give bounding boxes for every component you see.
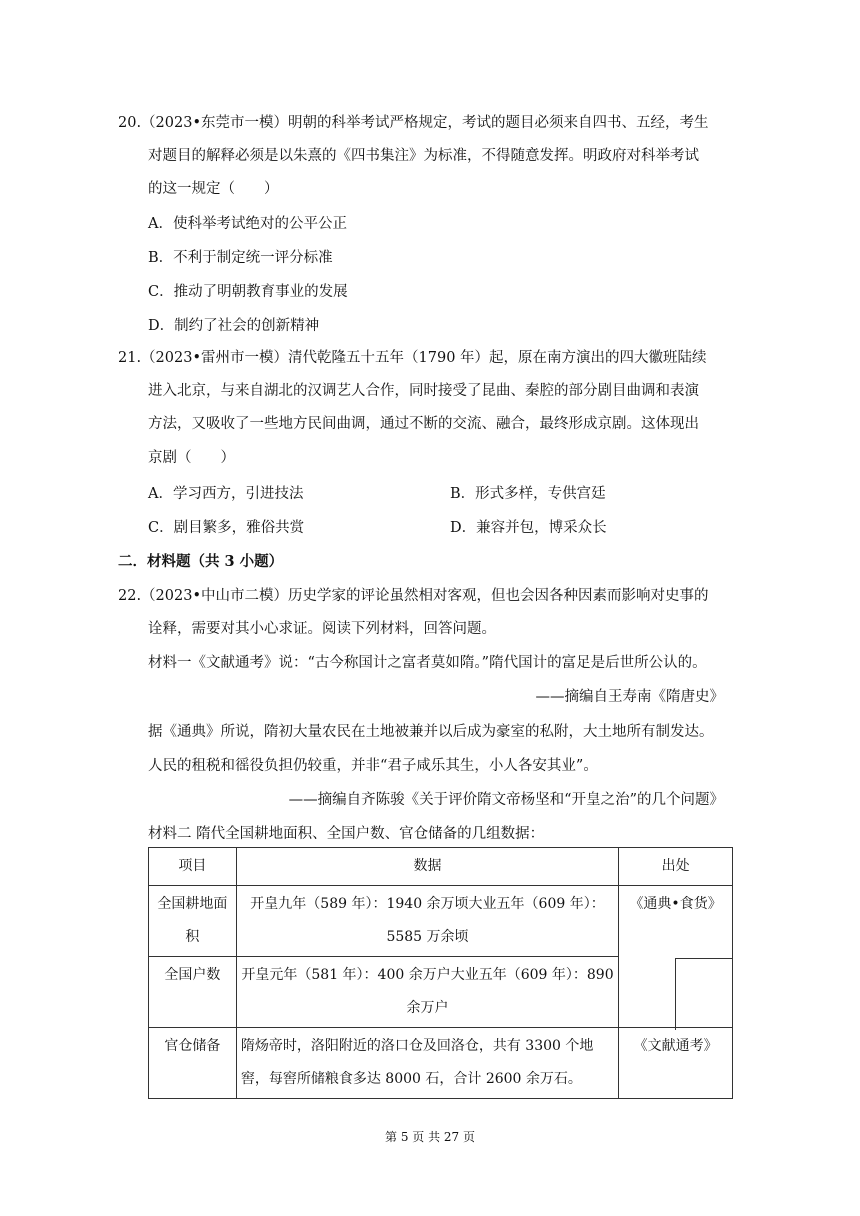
q20-option-b: B．不利于制定统一评分标准 [148,250,333,266]
q21-line2: 进入北京，与来自湖北的汉调艺人合作，同时接受了昆曲、秦腔的部分剧目曲调和表演 [148,383,699,399]
table-cell-data: 隋炀帝时，洛阳附近的洛口仓及回洛仓，共有 3300 个地窖，每窖所储粮食多达 8000 石，合计 2600 余万石。 [236,1028,618,1099]
material1b-line1: 据《通典》所说，隋初大量农民在土地被兼并以后成为豪室的私附，大土地所有制发达。 [148,724,714,740]
material1-text: 材料一《文献通考》说：“古今称国计之富者莫如隋。”隋代国计的富足是后世所公认的。 [148,655,707,671]
table-header-row [149,848,733,886]
section-heading: 二．材料题（共 3 小题） [118,553,284,570]
q22-line2: 诠释，需要对其小心求证。阅读下列材料，回答问题。 [148,621,496,637]
q22-line1: 22.（2023•中山市二模）历史学家的评论虽然相对客观，但也会因各种因素而影响对史事的 [118,588,709,604]
table-inner-box [675,958,733,1030]
q21-option-c: C．剧目繁多，雅俗共赏 [148,520,305,536]
material1b-source: ——摘编自齐陈骏《关于评价隋文帝杨坚和“开皇之治”的几个问题》 [288,792,724,808]
table-cell-item: 官仓储备 [149,1028,237,1099]
q21-line3: 方法，又吸收了一些地方民间曲调，通过不断的交流、融合，最终形成京剧。这体现出 [148,416,699,432]
table-cell-item: 全国耕地面积 [149,886,237,957]
table-cell-source: 《文献通考》 [619,1028,733,1099]
table-row [149,886,733,957]
q20-option-d: D．制约了社会的创新精神 [148,318,320,334]
q21-option-b: B．形式多样，专供宫廷 [450,486,606,502]
material1-source: ——摘编自王寿南《隋唐史》 [535,689,724,705]
table-header-data: 数据 [236,848,618,886]
q21-option-a: A．学习西方，引进技法 [148,486,304,502]
page-footer: 第 5 页 共 27 页 [385,1130,475,1144]
material1b-line2: 人民的租税和徭役负担仍较重，并非“君子咸乐其生，小人各安其业”。 [148,758,598,774]
data-table [148,847,733,1099]
q21-line1: 21.（2023•雷州市一模）清代乾隆五十五年（1790 年）起，原在南方演出的四大徽班陆续 [118,350,707,366]
q20-option-c: C．推动了明朝教育事业的发展 [148,284,348,300]
table-cell-item: 全国户数 [149,957,237,1028]
q20-line2: 对题目的解释必须是以朱熹的《四书集注》为标准，不得随意发挥。明政府对科举考试 [148,148,699,164]
table-header-source: 出处 [619,848,733,886]
q21-option-d: D．兼容并包，博采众长 [450,520,607,536]
table-cell-data: 开皇元年（581 年）：400 余万户大业五年（609 年）：890 余万户 [236,957,618,1028]
q21-line4: 京剧（ ） [148,450,235,466]
q20-line3: 的这一规定（ ） [148,181,279,197]
table-row [149,1028,733,1099]
material2-title: 材料二 隋代全国耕地面积、全国户数、官仓储备的几组数据： [148,826,545,842]
table-header-item: 项目 [149,848,237,886]
q20-line1: 20.（2023•东莞市一模）明朝的科举考试严格规定，考试的题目必须来自四书、五经，考生 [118,115,709,131]
q20-option-a: A．使科举考试绝对的公平公正 [148,216,347,232]
table-cell-data: 开皇九年（589 年）：1940 余万顷大业五年（609 年）：5585 万余顷 [236,886,618,957]
table-cell-source: 《通典•食货》 [619,886,733,1028]
